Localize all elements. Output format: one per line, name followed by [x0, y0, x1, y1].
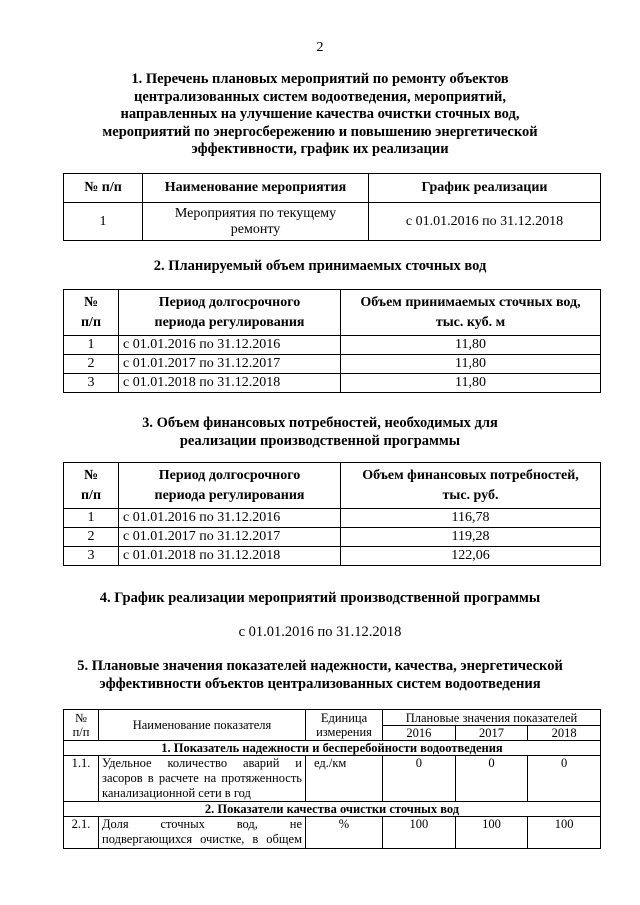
table-header-row	[64, 174, 601, 203]
section3-heading: 3. Объем финансовых потребностей, необходимых для реализации производственной программы	[142, 415, 498, 449]
table-row: 1 с 01.01.2016 по 31.12.2016 116,78	[64, 509, 601, 528]
financial-needs-table	[63, 462, 601, 566]
column-header-no: № п/п	[64, 174, 143, 203]
group-row: 2. Показатели качества очистки сточных вод	[64, 802, 601, 817]
table-header-row: № п/п Наименование показателя Единица измерения Плановые значения показателей	[64, 710, 601, 726]
column-header-year: 2018	[528, 726, 601, 741]
section2-heading: 2. Планируемый объем принимаемых сточных вод	[153, 258, 487, 274]
table-row: 1 Мероприятия по текущему ремонту с 01.01.2016 по 31.12.2018	[64, 203, 601, 241]
table-row: 2.1. Доля сточных вод, не подвергающихся очистке, в общем % 100 100 100	[64, 817, 601, 849]
page-number: 2	[316, 40, 324, 55]
column-header-indicator: Наименование показателя	[99, 710, 306, 741]
table-header-row: № п/п Период долгосрочного периода регулирования Объем финансовых потребностей, тыс. руб.	[64, 463, 601, 509]
column-header-name: Наименование мероприятия	[143, 174, 369, 203]
section4-period: с 01.01.2016 по 31.12.2018	[238, 624, 402, 640]
table-row: 2 с 01.01.2017 по 31.12.2017 119,28	[64, 528, 601, 547]
wastewater-volume-table	[63, 289, 601, 393]
section5-heading: 5. Плановые значения показателей надежности, качества, энергетической эффективности объектов централизованных систем водоотведения	[77, 658, 563, 692]
section1-heading: 1. Перечень плановых мероприятий по ремонту объектов централизованных систем водоотведения, мероприятий, направленных на улучшение качества очистки сточных вод, мероприятий по энергосбережению и повышению энергетической эффективности, график их реализации	[102, 71, 538, 157]
column-header-year: 2016	[383, 726, 456, 741]
column-header-schedule: График реализации	[369, 174, 601, 203]
section4-heading: 4. График реализации мероприятий производственной программы	[99, 590, 541, 606]
table-row: 2 с 01.01.2017 по 31.12.2017 11,80	[64, 355, 601, 374]
table-row: 3 с 01.01.2018 по 31.12.2018 11,80	[64, 374, 601, 393]
group-row: 1. Показатель надежности и бесперебойности водоотведения	[64, 741, 601, 756]
column-header-plan: Плановые значения показателей	[383, 710, 601, 726]
column-header-year: 2017	[455, 726, 528, 741]
table-row: 1.1. Удельное количество аварий и засоров в расчете на протяженность канализационной сети в год ед./км 0 0 0	[64, 756, 601, 802]
table-row: 1 с 01.01.2016 по 31.12.2016 11,80	[64, 336, 601, 355]
table-header-row: № п/п Период долгосрочного периода регулирования Объем принимаемых сточных вод, тыс. куб. м	[64, 290, 601, 336]
indicators-table	[63, 709, 601, 849]
table-row: 3 с 01.01.2018 по 31.12.2018 122,06	[64, 547, 601, 566]
activities-table	[63, 173, 601, 241]
